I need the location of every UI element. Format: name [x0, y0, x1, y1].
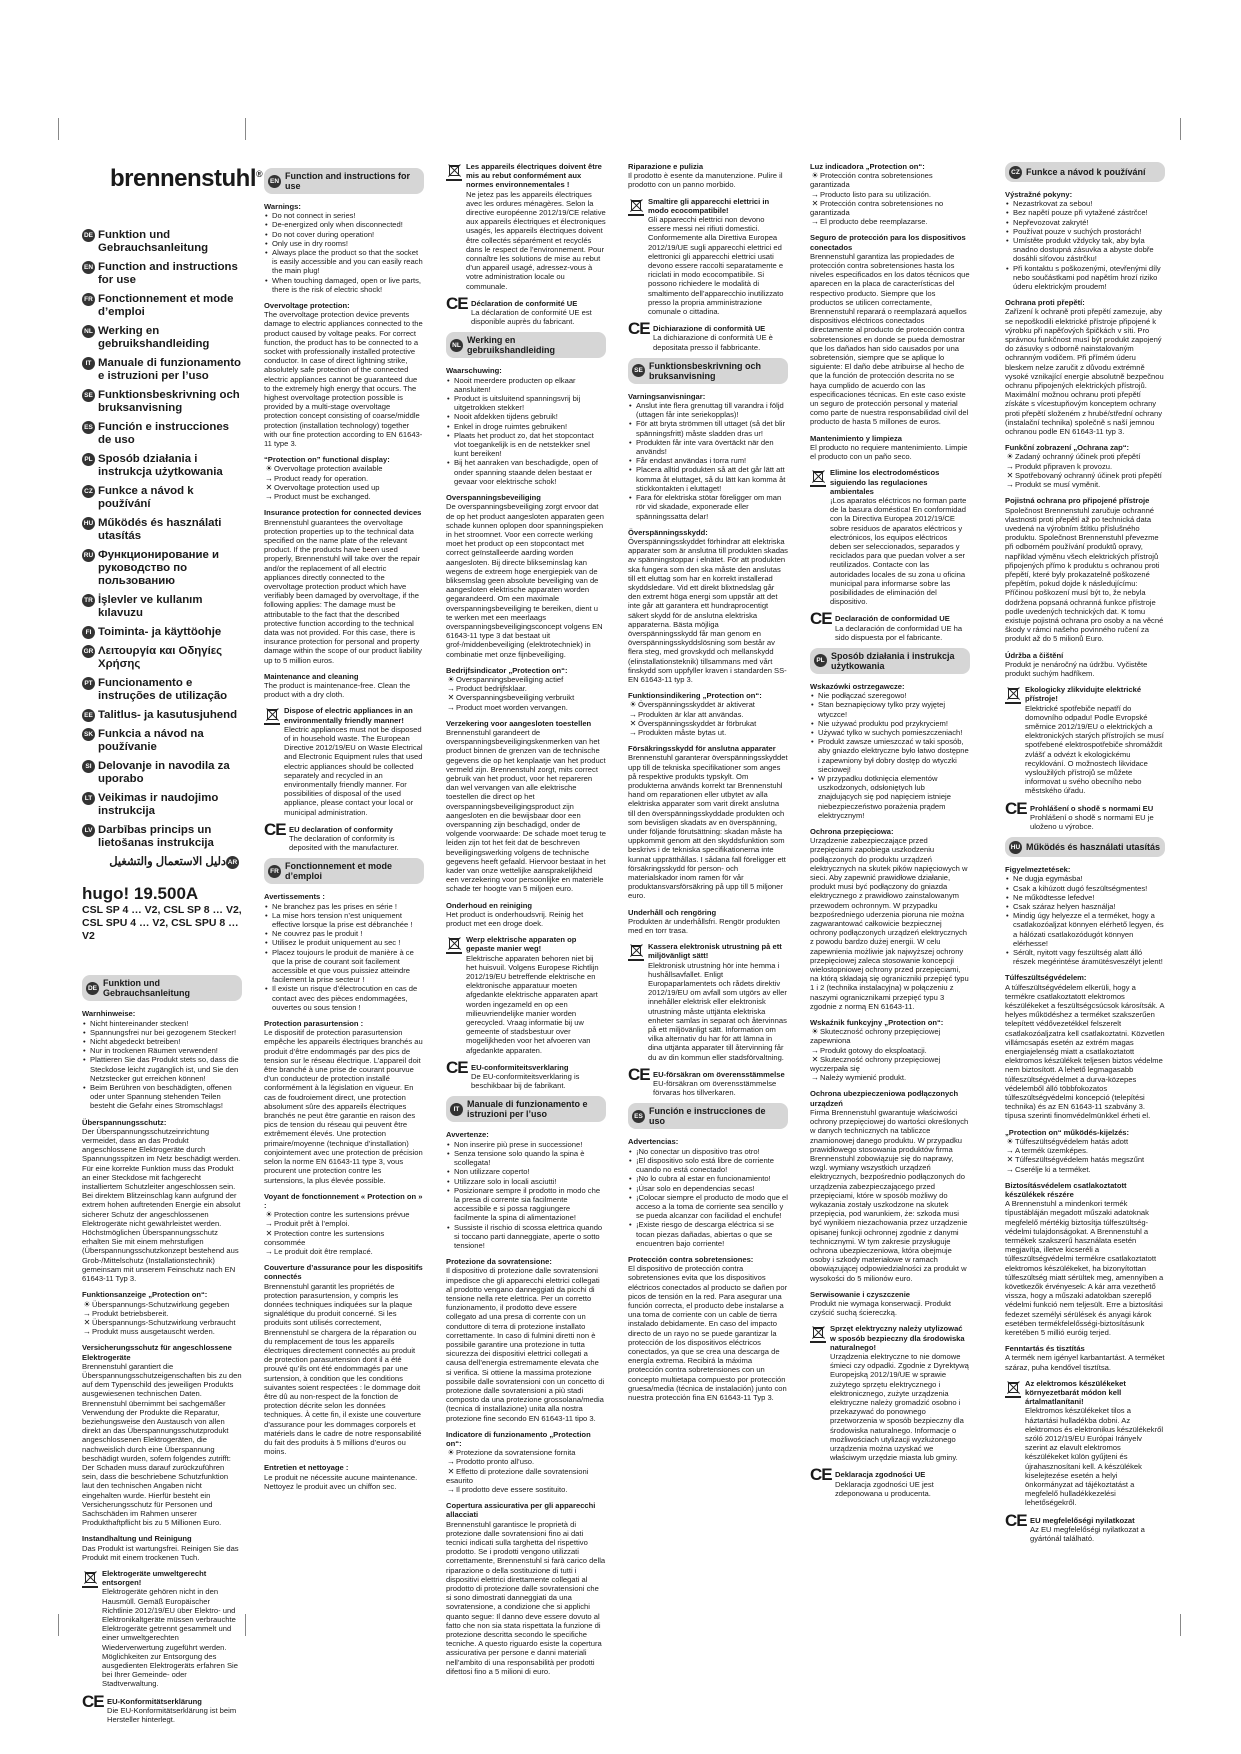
- insurance-text: Brennenstuhl garantiert die Überspannungsschutzeigenschaften bis zu den auf dem Typenschild des jeweiligen Produkts ausgewiesenen technischen Daten. Brennenstuhl übernimmt bei sachgemäßer Verwendung der Produkte die Reparatur, beziehungsweise den Austausch von allen direkt an das Überspannungsschutzprodukt angeschlossenen Elektrogeräten, die nachweislich durch eine Überspannung beschädigt wurden, sofern folgendes zutrifft: Der Schaden muss darauf zurückzuführen sein, dass die beschriebene Schutzfunktion laut den technischen Angaben nicht eingehalten wurde. Hierfür besteht ein Versicherungsschutz für Personen und Sachschäden im Rahmen unserer Produkthaftpflicht bis zu 5 Millionen Euro.: [82, 1361, 242, 1528]
- warnings-list: • Ne dugja egymásba! • Csak a kihúzott dugó feszültségmentes! • Ne működtesse lefedve! • Csak száraz helyen használja! • Mindig úgy helyezze el a terméket, hogy a csatlakozóaljzat könnyen elérhető legyen, és a hálózati csatlakozódugót könnyen elérhesse! • Sérült, nyitott vagy feszültség alatt álló részek megérintése áramütésveszélyt jelent!: [1005, 874, 1165, 966]
- display-title: Bedrijfsindicator „Protection on“:: [446, 665, 568, 675]
- maintenance-title: Mantenimiento y limpieza: [810, 433, 902, 443]
- crossed-bin-icon: [264, 706, 280, 724]
- display-on: ☀Protection contre les surtensions prévue: [265, 1210, 410, 1220]
- overvoltage-title: Túlfeszültségvédelem:: [1005, 973, 1087, 983]
- crop-mark: [1180, 118, 1181, 140]
- section-heading-de: DE Funktion und Gebrauchsanleitung: [82, 975, 242, 1001]
- display-on-result: →Produkt betriebsbereit.: [83, 1308, 169, 1318]
- warnings-list: • Non inserire più prese in successione! • Senza tensione solo quando la spina è scollegata! • Non utilizzare coperto! • Utilizzare solo in locali asciutti! • Posizionare sempre il prodotto in modo che la presa di corrente sia facilmente accessibile e si possa raggiungere facilmente la spina di alimentazione! • Sussiste il rischio di scossa elettrica quando si toccano parti danneggiate, aperte o sotto tensione!: [446, 1140, 606, 1250]
- arrow-right-icon: →: [265, 1219, 273, 1229]
- display-on: ☀Protección contra sobretensiones garantizada: [810, 171, 933, 190]
- ce-block: CE Declaración de conformidad UE La declaración de conformidad UE ha sido dispuesta por el fabricante.: [810, 609, 963, 642]
- warnings-title: Wskazówki ostrzegawcze:: [810, 681, 905, 691]
- maintenance-title: Maintenance and cleaning: [264, 671, 359, 681]
- maintenance-text: Het product is onderhoudsvrij. Reinig het product met een droge doek.: [446, 909, 584, 929]
- display-off-result: →Product must be exchanged.: [265, 492, 371, 502]
- weee-block: Ekologicky zlikvidujte elektrické přístroje! Elektrické spotřebiče nepatří do domovního odpadu! Podle Evropské směrnice 2012/19/EU o elektrických a elektronických starých přístrojích se musí spotřebené elektrospotřebiče shromáždit zvlášť a odvézt k ekologickému recyklování. O možnostech likvidace vysloužilých přístrojů se můžete informovat u svého obecního nebo městského úřadu.: [1005, 685, 1165, 795]
- arrow-right-icon: →: [1006, 1146, 1014, 1156]
- arrow-right-icon: →: [811, 217, 819, 227]
- arrow-right-icon: →: [83, 1327, 91, 1337]
- arrow-right-icon: →: [447, 1485, 455, 1494]
- maintenance-title: Instandhaltung und Reinigung: [82, 1534, 192, 1544]
- crop-mark: [245, 118, 246, 140]
- maintenance-title: Onderhoud en reiniging: [446, 900, 533, 910]
- ce-mark-icon: CE: [82, 1691, 104, 1711]
- lang-item-hu: HU Működés és használati utasítás: [83, 517, 222, 543]
- led-off-icon: ✕: [447, 1466, 455, 1476]
- led-off-icon: ✕: [265, 482, 273, 492]
- ce-mark-icon: CE: [446, 293, 468, 313]
- ce-mark-icon: CE: [628, 319, 650, 339]
- ce-mark-icon: CE: [628, 1064, 650, 1084]
- overvoltage-title: Ochrona przepięciowa:: [810, 827, 894, 836]
- arrow-right-icon: →: [265, 473, 273, 483]
- display-off-result: →Produkt muss ausgetauscht werden.: [83, 1327, 215, 1337]
- maintenance-text: El producto no requiere mantenimiento. Limpie el producto con un paño seco.: [810, 442, 968, 462]
- warnings-list: • Anslut inte flera grenuttag till varandra i följd (uttagen får inte seriekopplas)! • För att bryta strömmen till uttaget (så det blir spänningsfritt) måste sladden dras ur! • Produkten får inte vara övertäckt när den används! • Får endast användas i torra rum! • Placera alltid produkten så att det går lätt att komma åt eluttaget, så du lätt kan komma åt stickkontakten i eluttaget! • Fara för elektriska stötar föreligger om man rör vid skadade, exponerade eller spänningssatta delar!: [628, 401, 788, 521]
- overvoltage-text: Överspänningsskyddet förhindrar att elektriska apparater som är anslutna till produkten skadas av spänningstoppar i elnätet. För att produkten ska fungera som den ska måste den anslutas till ett eluttag som har en korrekt installerad skyddsledare. Vid ett direkt blixtnedslag går den extremt höga energi som uppstår att det inte går att garantera ett hundraprocentigt säkert skydd för de anslutna elektriska apparaterna. Bästa möjliga överspänningsskydd får man genom en överspänningsskyddslösning som består av flera steg, med grovskydd och mellanskydd (elinstallationsteknik) tillsammans med vårt finskydd som uppfyller kraven i standarden SS-EN 61643-11 typ 3.: [628, 536, 788, 684]
- insurance-title: Seguro de protección para los dispositivos conectados: [810, 233, 966, 252]
- led-on-icon: ☀: [1006, 1136, 1014, 1146]
- display-off: ✕ Effetto di protezione dalle sovratensioni esaurito: [446, 1466, 589, 1485]
- insurance-title: Versicherungsschutz für angeschlossene Elektrogeräte: [82, 1343, 232, 1362]
- overvoltage-title: Ochrana proti přepětí:: [1005, 298, 1085, 308]
- lang-item-gr: GR Λειτουργία και Οδηγίες Χρήσης: [83, 645, 223, 671]
- weee-block: Kassera elektronisk utrustning på ett miljövänligt sätt! Elektronisk utrustning hör inte hemma i hushållsavfallet. Enligt Europaparlamentets och rådets direktiv 2012/19/EU om avfall som utgörs av eller innehåller elektrisk eller elektronisk utrustning måste uttjänta elektriska enheter samlas in separat och återvinnas på ett miljövänligt sätt. Information om vilka alternativ du har för att lämna in dina uttjänta apparater till återvinning får du av din kommun eller stadsförvaltning.: [628, 942, 788, 1062]
- insurance-text: Brennenstuhl garandeert de overspanningsbeveiligingskenmerken van het product binnen de grenzen van de technische gegevens die op het kenplaatje van het product vermeld zijn. Brennenstuhl zorgt, mits correct gebruik van het product, voor het repareren dan wel vervangen van alle elektrische toestellen die direct op het overspanningsbeveiligingsproduct zijn aangesloten en die bewijsbaar door een overspanning zijn beschadigd, onder de volgende voorwaarde: De schade moet terug te leiden zijn tot het feit dat de beschreven beveiligingswerking volgens de technische gegevens heeft gefaald. Hiervoor bestaat in het kader van onze wettelijke aansprakelijkheid een verzekering voor persoonlijke en materiële schade ter hoogte van 5 miljoen euro.: [446, 727, 606, 894]
- maintenance-title: Riparazione e pulizia: [628, 162, 704, 171]
- ce-mark-icon: CE: [446, 1057, 468, 1077]
- insurance-title: Biztosításvédelem csatlakoztatott készülékek részére: [1005, 1180, 1127, 1199]
- ce-mark-icon: CE: [1005, 798, 1027, 818]
- display-off: ✕ Överspänningsskyddet är förbrukat: [629, 718, 757, 728]
- display-off-result: →Produkt se musí vyměnit.: [1006, 480, 1101, 490]
- display-off: ✕ Skuteczność ochrony przepięciowej wyczerpała się: [810, 1054, 941, 1074]
- ce-block: CE Prohlášení o shodě s normami EU Prohlášení o shodě s normami EU je uloženo u výrobce.: [1005, 798, 1154, 831]
- led-on-icon: ☀: [629, 700, 637, 710]
- display-title: Indicatore di funzionamento „Protection on“:: [446, 1429, 591, 1448]
- section-heading-nl: NL Werking en gebruikshandleiding: [446, 332, 606, 358]
- section-heading-se: SE Funktionsbeskrivning och bruksanvisning: [628, 358, 788, 384]
- arrow-right-icon: →: [447, 684, 455, 694]
- warnings-title: Warnings:: [264, 202, 301, 211]
- lang-item-lv: LV Darbības princips un lietošanas instrukcija: [82, 824, 242, 850]
- arrow-right-icon: →: [1006, 480, 1014, 490]
- arrow-right-icon: →: [265, 1246, 273, 1256]
- weee-block: Az elektromos készülékeket környezetbarát módon kell ártalmatlanítani! Elektromos készülékeket tilos a háztartási hulladékba dobni. Az elektromos és elektronikus készülékekről szóló 2012/19/EU Európai Irányelv szerint az elavult elektromos készülékeket külön gyűjteni és újrahasznosítani kell. A készülékek kiselejtezése esetén a helyi önkormányzat ad tájékoztatást a megfelelő hulladékkezelési lehetőségekről.: [1005, 1379, 1165, 1508]
- insurance-title: Pojistná ochrana pro připojené přístroje: [1005, 496, 1150, 506]
- led-off-icon: ✕: [1006, 1155, 1014, 1165]
- crop-mark: [58, 118, 59, 140]
- display-off-result: →Product moet worden vervangen.: [447, 702, 568, 712]
- arrow-right-icon: →: [1006, 1164, 1014, 1174]
- arrow-right-icon: →: [447, 702, 455, 712]
- lang-item-de: DE Funktion und Gebrauchsanleitung: [83, 229, 209, 255]
- maintenance-text: Le produit ne nécessite aucune maintenance. Nettoyez le produit avec un chiffon sec.: [264, 1472, 418, 1491]
- display-on-result: →Produkt gotowy do eksploatacji.: [811, 1045, 927, 1055]
- weee-block: Dispose of electric appliances in an environmentally friendly manner! Electric appliances must not be disposed of in household waste. The European Directive 2012/19/EU on Waste Electrical and Electronic Equipment rules that used electric appliances should be collected separately and recycled in an environmentally friendly manner. For possibilities of disposal of the used appliance, please contact your local or municipal administration.: [264, 706, 424, 816]
- display-on: ☀Zadaný ochranný účinek proti přepětí: [1006, 452, 1141, 462]
- led-off-icon: ✕: [447, 693, 455, 703]
- arrow-right-icon: →: [629, 709, 637, 719]
- display-on: ☀Túlfeszültségvédelem hatás adott: [1006, 1136, 1129, 1146]
- lang-item-es: ES Función e instrucciones de uso: [82, 421, 242, 447]
- warnings-title: Avertissements :: [264, 892, 325, 902]
- led-on-icon: ☀: [811, 1027, 819, 1037]
- overvoltage-text: Urządzenie zabezpieczające przed przepięciami zapobiega uszkodzeniu podłączonych do produktu urządzeń elektrycznych na skutek pików napięciowych w sieci. Aby zapewnić prawidłowe działanie, produkt musi być podłączony do gniazda elektrycznego z prawidłowo zainstalowanym przewodem ochronnym. W przypadku bezpośredniego uderzenia pioruna nie można zagwarantować całkowicie bezpiecznej ochrony podłączonych urządzeń elektrycznych z powodu bardzo dużej energii. W celu zapewnienia możliwie jak najwyższej ochrony przepięciowej zaleca stosowanie koncepcji wielostopniowej ochrony przed przepięciami, na którą składają się ograniczniki przepięć typu 1 i 2 (technika instalacyjna) w połączeniu z naszymi ogranicznikami przepięć typu 3 zgodnie z normą EN 61643-11.: [810, 836, 969, 1011]
- display-off: ✕ Protection contre les surtensions consommée: [264, 1228, 385, 1247]
- weee-block: Elektrogeräte umweltgerecht entsorgen! Elektrogeräte gehören nicht in den Hausmüll. Gemäß Europäischer Richtlinie 2012/19/EU über Elektro- und Elektronikaltgeräte müssen verbrauchte Elektrogeräte getrennt gesammelt und einer umweltgerechten Wiederverwertung zugeführt werden. Möglichkeiten zur Entsorgung des ausgedienten Elektrogeräts erfahren Sie bei Ihrer Gemeinde- oder Stadtverwaltung.: [82, 1569, 242, 1689]
- maintenance-text: A termék nem igényel karbantartást. A terméket száraz, puha kendővel tisztítsa.: [1005, 1353, 1165, 1372]
- ce-mark-icon: CE: [1005, 1510, 1027, 1530]
- led-on-icon: ☀: [83, 1299, 91, 1309]
- overvoltage-text: El dispositivo de protección contra sobretensiones evita que los dispositivos eléctricos conectados al producto se dañen por picos de tensión en la red. Para asegurar una función correcta, el producto debe instalarse a una toma de corriente con un cable de tierra instalado debidamente. En caso del impacto directo de un rayo no se puede garantizar la protección de los dispositivos eléctricos conectados, ya que se crea una descarga de energía extrema. Recibirá la máxima protección contra sobretensiones con un concepto multietapa compuesto por protección gruesa/media (técnica de instalación) junto con nuestra protección fina EN 61643-11 Typ 3.: [628, 1264, 788, 1402]
- section-heading-en: EN Function and instructions for use: [264, 168, 424, 194]
- ce-block: CE EU-Konformitätserklärung Die EU-Konformitätserklärung ist beim Hersteller hinterlegt.: [82, 1691, 237, 1725]
- column-2: [264, 162, 424, 1491]
- warnings-list: • Nicht hintereinander stecken! • Spannungsfrei nur bei gezogenem Stecker! • Nicht abgedeckt betreiben! • Nur in trockenen Räumen verwenden! • Plattieren Sie das Produkt stets so, dass die Steckdose leicht zugänglich ist, und Sie den Netzstecker gut erreichen können! • Beim Berühren von beschädigten, offenen oder unter Spannung stehenden Teilen besteht die Gefahr eines Stromschlags!: [82, 1019, 242, 1111]
- led-on-icon: ☀: [447, 674, 455, 684]
- lang-item-sk: SK Funkcia a návod na používanie: [83, 728, 204, 754]
- column-6: [1005, 162, 1165, 1543]
- warnings-title: Výstražné pokyny:: [1005, 190, 1073, 199]
- overvoltage-text: Der Überspannungsschutzeinrichtung vermeidet, dass an das Produkt angeschlossene Elektrogeräte durch Spannungsspitzen im Netz beschädigt werden. Für eine korrekte Funktion muss das Produkt an einer Steckdose mit fachgerecht installiertem Schutzleiter angeschlossen sein. Bei direktem Blitzeinschlag kann aufgrund der extrem hohen auftretenden Energie ein absolut sicherer Schutz der angeschlossenen Elektrogeräte nicht gewährleistet werden. Höchstmöglichen Überspannungsschutz erhalten Sie mit einem mehrstufigen (Überspannungsschutzkonzept bestehend aus Grob-/Mittelschutz (Installationstechnik) gemeinsam mit unserem Feinschutz nach EN 61643-11 Typ 3.: [82, 1126, 241, 1284]
- ce-block: CE EU-försäkran om överensstämmelse EU-försäkran om överensstämmelse förvaras hos tillverkaren.: [628, 1064, 785, 1098]
- maintenance-text: Produkten är underhållsfri. Rengör produkten med en torr trasa.: [628, 916, 780, 936]
- display-off-result: →Le produit doit être remplacé.: [265, 1246, 373, 1256]
- lang-item-pl: PL Sposób działania i instrukcja użytkowania: [82, 453, 242, 479]
- lang-item-en: EN Function and instructions for use: [83, 261, 238, 287]
- insurance-title: Verzekering voor aangesloten toestellen: [446, 718, 592, 728]
- display-off: ✕ Overvoltage protection used up: [265, 482, 380, 492]
- insurance-title: Couverture d’assurance pour les dispositifs connectés: [264, 1263, 423, 1282]
- overvoltage-text: A túlfeszültségvédelem elkerüli, hogy a termékre csatlakoztatott elektromos készülékeket a feszültségcsúcsok károsítsák. A helyes működéshez a terméket szakszerűen telepített védővezetékkel felszerelt csatlakozóaljzatra kell csatlakoztatni. Közvetlen villámcsapás esetén az extrém magas energiajelenség miatt a csatlakoztatott elektromos készülékek teljesen biztos védelme nem biztosított. A lehető legmagasabb túlfeszültségvédelmet a durva-közepes védelemből álló többfokozatos túlfeszültségvédelmi koncepció (telepítési technika) és az EN 61643-11 szabvány 3. típusa szerinti finomvédelmünkkel érheti el.: [1005, 982, 1165, 1121]
- ce-block: CE EU megfelelőségi nyilatkozat Az EU megfelelőségi nyilatkozat a gyártónál található.: [1005, 1510, 1145, 1544]
- maintenance-text: The product is maintenance-free. Clean the product with a dry cloth.: [264, 680, 411, 700]
- weee-block: Sprzęt elektryczny należy utylizować w sposób bezpieczny dla środowiska naturalnego! Urządzenia elektryczne to nie domowe śmieci czy odpadki. Zgodnie z Dyrektywą Europejską 2012/19/UE w sprawie zużytego sprzętu elektrycznego i elektronicznego, zużyte urządzenia elektryczne należy gromadzić osobno i przekazywać do ponownego przetworzenia w sposób bezpieczny dla środowiska naturalnego. Informacje o możliwościach utylizacji wyzłużonego urządzenia można uzyskać we właściwym urzędzie miasta lub gminy.: [810, 1324, 970, 1462]
- overvoltage-text: The overvoltage protection device prevents damage to electric appliances connected to the product caused by voltage peaks. For correct function, the product has to be connected to a socket with professionally installed protective conductor. In case of direct lightning strike, absolutely safe protection of the connected electric appliances cannot be guaranteed due to the extremely high energy that occurs. The highest overvoltage protection possible is provided by a multi-stage overvoltage protection concept consisting of coarse/middle protection (installation technology) together with our fine protection according to EN 61643-11 type 3.: [264, 310, 423, 449]
- insurance-title: Ochrona ubezpieczeniowa podłączonych urządzeń: [810, 1089, 959, 1108]
- display-on: ☀Protezione da sovratensione fornita: [447, 1448, 576, 1458]
- led-on-icon: ☀: [447, 1448, 455, 1458]
- arrow-right-icon: →: [447, 1457, 455, 1467]
- display-off-result: →Il prodotto deve essere sostituito.: [447, 1485, 568, 1494]
- overvoltage-text: Le dispositif de protection parasurtension empêche les appareils électriques branchés au produit d’être endommagés par des pics de tension sur le réseau électrique. L’appareil doit être branché à une prise de courant pourvue d’un conducteur de protection installé conformément à la législation en vigueur. En cas de foudroiement direct, une protection absolument sûre des appareils électriques branchés ne peut être garantie en raison des pics de tension du réseau qui peuvent être extrêmement élevés. Une protection primaire/moyenne (technique d’installation) conjointement avec une protection de précision selon la norme EN 61643-11 type 3, vous procurent une protection contre les surtensions, la plus élevée possible.: [264, 1028, 423, 1185]
- lang-item-ru: RU Функционирование и руководство по пользованию: [83, 549, 219, 588]
- insurance-text: A Brennenstuhl a mindenkori termék típustábláján megadott műszaki adatoknak megfelelő mértékig biztosítja túlfeszültség-védelmi tulajdonságokat. A Brennenstuhl a termékek szakszerű használata esetén megjavítja, illetve kicseréli a túlfeszültségvédelmi termékre csatlakoztatott elektromos készülékeket, ha bizonyítottan túlfeszültség miatt sérültek meg, amennyiben a következők érvényesek: A kár arra vezethető vissza, hogy a műszaki adatokban szereplő védelmi funkció nem teljesült. Erre a biztosítási fedezet személyi sérülések és anyagi károk esetében termékfelelősségi-biztosításunk keretében 5 millió euróig terjed.: [1005, 1199, 1164, 1337]
- maintenance-title: Serwisowanie i czyszczenie: [810, 1289, 911, 1299]
- model-variants: CSL SP 4 … V2, CSL SP 8 … V2, CSL SPU 4 … V2, CSL SPU 8 … V2: [82, 904, 242, 943]
- insurance-text: Brennenstuhl guarantees the overvoltage protection properties up to the technical data specified on the name plate of the relevant product. If the products have been used properly, Brennenstuhl will take over the repair and/or the replacement of all electric appliances directly connected to the overvoltage protection product which have verifiably been damaged by overvoltage, if the following applies: The damage must be attributable to the fact that the described protective function according to the technical data was not provided. For this case, there is insurance protection for personal and property damage within the scope of our product liability up to 5 million euros.: [264, 517, 422, 665]
- display-on-result: →Prodotto pronto all’uso.: [447, 1457, 535, 1467]
- maintenance-title: Underhåll och rengöring: [628, 907, 717, 917]
- display-off: ✕ Túlfeszültségvédelem hatás megszűnt: [1006, 1155, 1145, 1165]
- ce-block: CE Dichiarazione di conformità UE La dichiarazione di conformità UE è depositata presso il fabbricante.: [628, 319, 773, 352]
- overvoltage-title: Protection parasurtension :: [264, 1019, 364, 1029]
- ce-block: CE EU-conformiteitsverklaring De EU-conformiteitsverklaring is beschikbaar bij de fabrikant.: [446, 1057, 580, 1091]
- display-off-result: →Produkten måste bytas ut.: [629, 727, 727, 737]
- display-on: ☀Überspannungs-Schutzwirkung gegeben: [83, 1299, 230, 1309]
- weee-block: Les appareils électriques doivent être mis au rebut conformément aux normes environnementales ! Ne jetez pas les appareils électriques avec les ordures ménagères. Selon la directive européenne 2012/19/CE relative aux appareils électriques et électroniques usagés, les appareils électriques doivent être collectés séparément et recyclés dans le respect de l’environnement. Pour connaître les solutions de mise au rebut d’un appareil usagé, adressez-vous à votre administration locale ou communale.: [446, 162, 606, 291]
- brand-logo: brennenstuhl®: [110, 165, 263, 192]
- model-name: hugo! 19.500A: [82, 884, 199, 904]
- ce-block: CE Deklaracja zgodności UE Deklaracja zgodności UE jest zdeponowana u producenta.: [810, 1465, 934, 1498]
- display-on-result: →Produkten är klar att användas.: [629, 709, 744, 719]
- ce-mark-icon: CE: [810, 609, 832, 629]
- display-title: „Protection on“ működés-kijelzés:: [1005, 1127, 1130, 1137]
- overvoltage-text: De overspanningsbeveiliging zorgt ervoor dat de op het product aangesloten apparaten geen schade kunnen oplopen door spanningspieken in het stroomnet. Voor een correcte werking moet het product op een stopcontact met correct geïnstalleerde aarding worden aangesloten. Bij directe blikseminslag kan wegens de extreem hoge energiepiek van de bliksemslag geen absolute beveiliging van de aangesloten elektrische apparaten worden gegarandeerd. Om een maximale overspanningsbeveiliging te bereiken, dient u te werken met een meerlaags overspanningsbeveiligingsconcept volgens EN 61643-11 type 3 dat bestaat uit grof-/middenbeveiliging (elektrotechniek) in combinatie met onze fijnbeveiliging.: [446, 502, 604, 659]
- section-heading-hu: HU Működés és használati utasítás: [1005, 837, 1165, 857]
- overvoltage-title: Protección contra sobretensiones:: [628, 1254, 754, 1264]
- display-on-result: →Produkt připraven k provozu.: [1006, 461, 1113, 471]
- section-heading-pl: PL Sposób działania i instrukcja użytkowania: [810, 648, 970, 674]
- display-on: ☀Skuteczność ochrony przepięciowej zapewniona: [810, 1027, 941, 1046]
- insurance-text: Firma Brennenstuhl gwarantuje właściwości ochrony przepięciowej do wartości określonych w danych technicznych na tabliczce znamionowej danego produktu. W przypadku prawidłowego stosowania produktów firma Brennenstuhl zobowiązuje się do naprawy, wzgl. wymiany wszystkich urządzeń elektrycznych, bezpośrednio podłączonych do urządzenia zabezpieczającego przed przepięciami, które w sposób możliwy do wykazania zostały uszkodzone na skutek przepięcia, pod warunkiem, że: szkoda musi być wynikiem niezachowania przez urządzenie opisanej funkcji ochronnej zgodnie z danymi technicznymi. W tym zakresie przysługuje ochrona ubezpieczeniowa, która obejmuje osoby i szkody materiałowe w ramach obowiązującej odpowiedzialności za produkt w wysokości do 5 milionów euro.: [810, 1107, 969, 1283]
- warnings-title: Figyelmeztetések:: [1005, 865, 1071, 875]
- overvoltage-title: Überspannungsschutz:: [82, 1117, 167, 1127]
- display-on-result: →Product bedrijfsklaar.: [447, 684, 527, 694]
- crop-mark: [245, 1614, 246, 1636]
- overvoltage-title: Overvoltage protection:: [264, 301, 350, 311]
- crossed-bin-icon: [628, 942, 644, 960]
- ce-block: CE EU declaration of conformity The declaration of conformity is deposited with the manufacturer.: [264, 819, 399, 853]
- overvoltage-title: Protezione da sovratensione:: [446, 1257, 552, 1267]
- overvoltage-text: Zařízení k ochraně proti přepětí zamezuje, aby se nepoškodili elektrické přístroje připojené k výrobku při napěťových špičkách v síti. Pro správnou funkčnost musí být produkt zapojený do zásuvky s odborně nainstalovaným ochranným vodičem. Při přímém úderu bleskem nelze zaručit z důvodu extrémně vysoké vznikající energie absolutně bezpečnou ochranu připojených elektrických přístrojů. Maximální možnou ochranu proti přepětí získáte s vícestupňovým konceptem ochrany proti přepětí složeném z hrubé/střední ochrany (instalační technika) společně s naší jemnou ochranou podle EN 61643-11 typ 3.: [1005, 307, 1164, 437]
- warnings-list: • Nezastrkovat za sebou! • Bez napětí pouze při vytažené zástrčce! • Nepřevozovat zakryté! • Používat pouze v suchých prostorách! • Umístěte produkt vždycky tak, aby byla snadno dostupná zásuvka a abyste dobře dosáhli síťovou zástrčku! • Při kontaktu s poškozenými, otevřenými díly nebo součástkami pod napětím hrozí riziko úderu elektrickým proudem!: [1005, 199, 1165, 291]
- display-off: ✕ Spotřebovaný ochranný účinek proti přepětí: [1006, 470, 1162, 480]
- ce-block: CE Déclaration de conformité UE La déclaration de conformité UE est disponible auprès du fabricant.: [446, 293, 592, 327]
- display-title: Voyant de fonctionnement « Protection on » :: [264, 1191, 423, 1210]
- led-off-icon: ✕: [265, 1228, 273, 1238]
- display-title: Funktionsanzeige „Protection on“:: [82, 1290, 208, 1300]
- crossed-bin-icon: [446, 162, 462, 180]
- arrow-right-icon: →: [265, 492, 273, 502]
- maintenance-title: Entretien et nettoyage :: [264, 1463, 349, 1473]
- display-off-result: →Należy wymienić produkt.: [811, 1073, 907, 1083]
- warnings-title: Advertencias:: [628, 1137, 679, 1147]
- lang-item-pt: PT Funcionamento e instruções de utilização: [82, 677, 242, 703]
- insurance-title: Copertura assicurativa per gli apparecchi allacciati: [446, 1501, 596, 1520]
- insurance-text: Společnost Brennenstuhl zaručuje ochranné vlastnosti proti přepětí až po technická data uvedená na výrobním štítku příslušného produktu. Společnost Brennenstuhl převezme při odborném používání produktů opravy, například výměnu všech elektrických přístrojů připojených přímo k produktu s ochranou proti přepětí, které byly prokazatelně poškozené přepětím, pokud dojde k následujícímu: Příčinou poškození musí být to, že nebyla dodržena popsaná ochranná funkce přístroje podle uvedených technických dat. K tomu existuje pojistná ochrana pro osoby a na věcné škody v rámci našeho povinného ručení za produkt až do 5 milionů Euro.: [1005, 505, 1164, 644]
- crossed-bin-icon: [1005, 685, 1021, 703]
- column-4: [628, 162, 788, 1402]
- maintenance-text: Produkt je nenáročný na údržbu. Vyčistěte produkt suchým hadříkem.: [1005, 659, 1148, 678]
- crossed-bin-icon: [628, 197, 644, 215]
- overvoltage-text: Il dispositivo di protezione dalle sovratensioni impedisce che gli apparecchi elettrici collegati al prodotto vengano danneggiati da picchi di tensione nella rete elettrica. Per un corretto funzionamento, il prodotto deve essere collegato ad una presa di corrente con un conduttore di terra di protezione installato correttamente. In caso di fulmini diretti non è possibile garantire una protezione in tutta sicurezza dei dispositivi elettrici collegati a causa dell’energia estremamente elevata che si verifica. Si ottiene la massima protezione possibile dalle sovratensioni con un concetto di protezione dalle sovratensioni a più stadi composto da una protezione grossolana/media (tecnica di installazione) unita alla nostra protezione fine secondo EN 61643-11 tipo 3.: [446, 1266, 605, 1423]
- warnings-list: • Nooit meerdere producten op elkaar aansluiten! • Product is uitsluitend spanningsvrij bij uitgetrokken stekker! • Nooit afdekken tijdens gebruik! • Enkel in droge ruimtes gebruiken! • Plaats het product zo, dat het stopcontact vlot toegankelijk is en de netstekker snel kunt bereiken! • Bij het aanraken van beschadigde, open of onder spanning staande delen bestaat er gevaar voor elektrische schok!: [446, 376, 606, 486]
- display-off-result: →El producto debe reemplazarse.: [811, 217, 928, 227]
- display-off-result: →Cserélje ki a terméket.: [1006, 1164, 1091, 1174]
- insurance-text: Brennenstuhl garantit les propriétés de protection parasurtension, y compris les données techniques indiquées sur la plaque signalétique du produit concerné. Si les produits sont utilisés correctement, Brennenstuhl se chargera de la réparation ou du remplacement de tous les appareils électriques directement connectés au produit de protection parasurtension dont il a été prouvé qu’ils ont été endommagés par une surtension, à condition que les conditions suivantes soient respectées : le dommage doit être dû au non-respect de la fonction de protection décrite selon les données techniques. À cette fin, il existe une couverture d’assurance pour les dommages corporels et matériels dans le cadre de notre responsabilité du fait des produits à 5 millions d’euros ou moins.: [264, 1281, 422, 1457]
- column-5: [810, 162, 970, 1498]
- display-off: ✕ Protección contra sobretensiones no garantizada: [810, 198, 944, 218]
- insurance-text: Brennenstuhl garantiza las propiedades de protección contra sobretensiones hasta los niveles especificados en los datos técnicos que aparecen en la placa de características del respectivo producto. Siempre que los productos se utilicen correctamente, Brennenstuhl reparará o reemplazará aquellos dispositivos eléctricos conectados directamente al producto de protección contra sobretensiones en donde se pueda demostrar que los dañados han sido causados por una sobretensión, siempre que se aplique lo siguiente: El daño debe atribuirse al hecho de que la función de protección descrita no se haya cumplido de acuerdo con las especificaciones técnicas. En este caso existe un seguro de protección personal y material como parte de nuestra responsabilidad civil del producto de hasta 5 millones de euros.: [810, 251, 970, 427]
- display-off: ✕ Overspanningsbeveiliging verbruikt: [447, 693, 575, 703]
- display-title: Luz indicadora „Protection on“:: [810, 162, 925, 171]
- crossed-bin-icon: [446, 935, 462, 953]
- display-title: Funktionsindikering „Protection on“:: [628, 691, 762, 701]
- arrow-right-icon: →: [83, 1308, 91, 1318]
- warnings-title: Avvertenze:: [446, 1130, 489, 1140]
- lang-item-fr: FR Fonctionnement et mode d’emploi: [82, 293, 242, 319]
- arrow-right-icon: →: [629, 727, 637, 737]
- ce-mark-icon: CE: [264, 819, 286, 839]
- led-on-icon: ☀: [811, 171, 819, 181]
- insurance-text: Brennenstuhl garanterar överspänningsskyddet upp till de tekniska specifikationer som anges på respektive produkts typskylt. Om produkterna används korrekt tar Brennenstuhl hand om reparationen eller utbytet av alla elektriska apparater som varit direkt anslutna till den överspänningsskyddade produkten och som bevisligen skadats av en överspänning, under följande förutsättning: skadan måste ha uppkommit genom att den skyddsfunktion som beskrivs i de tekniska specifikationerna inte kunnat upprätthållas. I sådana fall föreligger ett försäkringsskydd för person- och materialskador inom ramen för vår produktansvarsförsäkring på upp till 5 miljoner euro.: [628, 753, 788, 901]
- weee-block: Smaltire gli apparecchi elettrici in modo ecocompatibile! Gli apparecchi elettrici non devono essere messi nei rifiuti domestici. Conformemente alla Direttiva Europea 2012/19/UE sugli apparecchi elettrici ed elettronici gli apparecchi elettrici usati devono essere raccolti separatamente e riciclati in modo ecocompatibile. Si possono richiedere le modalità di smaltimento dell’apparecchio inutilizzato presso la propria amministrazione comunale o cittadina.: [628, 197, 788, 317]
- warnings-title: Warnhinweise:: [82, 1009, 136, 1019]
- overvoltage-title: Overspanningsbeveiliging: [446, 493, 541, 503]
- led-off-icon: ✕: [83, 1317, 91, 1327]
- warnings-title: Waarschuwing:: [446, 366, 502, 376]
- led-on-icon: ☀: [265, 1210, 273, 1220]
- maintenance-text: Produkt nie wymaga konserwacji. Produkt czyścić suchą ściereczką.: [810, 1298, 951, 1318]
- display-on-result: →Producto listo para su utilización.: [811, 189, 932, 199]
- language-list: [82, 229, 242, 869]
- display-on-result: →Produit prêt à l’emploi.: [265, 1219, 350, 1229]
- arrow-right-icon: →: [811, 1045, 819, 1055]
- led-on-icon: ☀: [265, 464, 273, 474]
- crossed-bin-icon: [82, 1569, 98, 1587]
- display-on: ☀Overspanningsbeveiliging actief: [447, 674, 564, 684]
- led-off-icon: ✕: [1006, 470, 1014, 480]
- lang-item-tr: TR İşlevler ve kullanım kılavuzu: [82, 594, 242, 620]
- lang-item-ee: EE Talitlus- ja kasutusjuhend: [82, 709, 242, 722]
- insurance-text: Brennenstuhl garantisce le proprietà di protezione dalle sovratensioni fino ai dati tecnici indicati sulla targhetta del rispettivo prodotto. Se i prodotti vengono utilizzati correttamente, Brennenstuhl si farà carico della riparazione o della sostituzione di tutti i dispositivi elettrici direttamente collegati al prodotto di protezione dalle sovratensioni che si sono dimostrati danneggiati da una sovratensione, a condizione che si applichi quanto segue: Il danno deve essere dovuto al fatto che non sia stata rispettata la funzione di protezione descritta secondo le specifiche tecniche. A questo riguardo esiste la copertura assicurativa per persone e danni materiali nell’ambito di una responsabilità per prodotti difettosi fino a 5 milioni di euro.: [446, 1519, 606, 1676]
- crossed-bin-icon: [810, 1324, 826, 1342]
- column-3: [446, 162, 606, 1676]
- display-on-result: →A termék üzemképes.: [1006, 1146, 1089, 1156]
- led-off-icon: ✕: [811, 198, 819, 208]
- led-off-icon: ✕: [629, 718, 637, 728]
- display-off: ✕ Überspannungs-Schutzwirkung verbraucht: [83, 1317, 236, 1327]
- section-heading-es: ES Función e instrucciones de uso: [628, 1103, 788, 1129]
- warnings-list: • Do not connect in series! • De-energized only when disconnected! • Do not cover during operation! • Only use in dry rooms! • Always place the product so that the socket is easily accessible and you can easily reach the main plug! • When touching damaged, open or live parts, there is the risk of electric shock!: [264, 211, 424, 294]
- section-heading-cz: CZ Funkce a návod k používání: [1005, 162, 1165, 182]
- crossed-bin-icon: [1005, 1379, 1021, 1397]
- weee-block: Werp elektrische apparaten op gepaste manier weg! Elektrische apparaten behoren niet bij het huisvuil. Volgens Europese Richtlijn 2012/19/EU betreffende elektrische en elektronische apparatuur moeten afgedankte elektrische apparaten apart worden ingezameld en op een milieuvriendelijke manier worden gerecycled. Vraag informatie bij uw gemeente of stadsbestuur over mogelijkheden voor het afvoeren van afgedankte apparaten.: [446, 935, 606, 1055]
- maintenance-text: Il prodotto è esente da manutenzione. Pulire il prodotto con un panno morbido.: [628, 171, 783, 190]
- section-heading-it: IT Manuale di funzionamento e istruzioni per l’uso: [446, 1096, 606, 1122]
- display-title: Funkční zobrazení „Ochrana zap“:: [1005, 443, 1130, 453]
- warnings-title: Varningsanvisningar:: [628, 391, 706, 401]
- warnings-list: • ¡No conectar un dispositivo tras otro! • ¡El dispositivo solo está libre de corriente cuando no está conectado! • ¡No lo cubra al estar en funcionamiento! • ¡Úsar solo en dependencias secas! • ¡Colocar siempre el producto de modo que el acceso a la toma de corriente sea sencillo y se pueda alcanzar con facilidad el enchufe! • ¡Existe riesgo de descarga eléctrica si se tocan piezas dañadas, abiertas o que se encuentren bajo corriente!: [628, 1147, 788, 1248]
- lang-item-cz: CZ Funkce a návod k používání: [82, 485, 242, 511]
- led-off-icon: ✕: [811, 1054, 819, 1064]
- section-heading-fr: FR Fonctionnement et mode d’emploi: [264, 858, 424, 884]
- insurance-title: Insurance protection for connected devices: [264, 508, 422, 518]
- display-title: Wskaźnik funkcyjny „Protection on“:: [810, 1018, 944, 1028]
- display-on: ☀Overvoltage protection available: [265, 464, 383, 474]
- lang-item-it: IT Manuale di funzionamento e istruzioni per l’uso: [82, 357, 242, 383]
- weee-block: Elimine los electrodomésticos siguiendo las regulaciones ambientales ¡Los aparatos eléctricos no forman parte de la basura doméstica! En conformidad con la Directiva Europea 2012/19/CE sobre residuos de aparatos eléctricos y electrónicos, los equipos eléctricos deben ser seleccionados, separados y reciclados para que puedan volver a ser reutilizados. Contacte con las autoridades locales de su zona u oficina municipal para informarse sobre las posibilidades de eliminación del dispositivo.: [810, 468, 970, 606]
- insurance-title: Försäkringsskydd för anslutna apparater: [628, 744, 776, 754]
- lang-item-ar: AR دليل الاستعمال والتشغيل: [109, 856, 238, 869]
- crop-mark: [58, 1614, 59, 1636]
- maintenance-title: Fenntartás és tisztítás: [1005, 1344, 1085, 1354]
- arrow-right-icon: →: [1006, 461, 1014, 471]
- column-1: [82, 150, 263, 1725]
- maintenance-text: Das Produkt ist wartungsfrei. Reinigen Sie das Produkt mit einem trockenen Tuch.: [82, 1543, 239, 1562]
- ce-mark-icon: CE: [810, 1465, 832, 1485]
- lang-item-lt: LT Veikimas ir naudojimo instrukcija: [82, 792, 242, 818]
- lang-item-fi: FI Toiminta- ja käyttöohje: [82, 626, 242, 639]
- led-on-icon: ☀: [1006, 452, 1014, 462]
- display-on-result: →Product ready for operation.: [265, 473, 369, 483]
- lang-item-se: SE Funktionsbeskrivning och bruksanvisning: [82, 389, 242, 415]
- crossed-bin-icon: [810, 468, 826, 486]
- warnings-list: • Ne branchez pas les prises en série ! • La mise hors tension n’est uniquement effective lorsque la prise est débranchée ! • Ne couvrez pas le produit ! • Utilisez le produit uniquement au sec ! • Placez toujours le produit de manière à ce que la prise de courant soit facilement accessible et que vous puissiez atteindre facilement la prise secteur ! • Il existe un risque d’électrocution en cas de contact avec des pièces endommagées, ouvertes ou sous tension !: [264, 902, 424, 1012]
- overvoltage-title: Överspänningsskydd:: [628, 527, 708, 537]
- maintenance-title: Údržba a čištění: [1005, 650, 1064, 660]
- arrow-right-icon: →: [811, 1073, 819, 1083]
- lang-item-nl: NL Werking en gebruikshandleiding: [82, 325, 242, 351]
- arrow-right-icon: →: [811, 189, 819, 199]
- display-title: “Protection on” functional display:: [264, 455, 390, 465]
- display-on: ☀Överspänningsskyddet är aktiverat: [629, 700, 755, 710]
- crop-mark: [1180, 1614, 1181, 1636]
- lang-item-si: SI Delovanje in navodila za uporabo: [82, 760, 242, 786]
- warnings-list: • Nie podłączać szeregowo! • Stan beznapięciowy tylko przy wyjętej wtyczce! • Nie używać produktu pod przykryciem! • Używać tylko w suchych pomieszczeniach! • Produkt zawsze umieszczać w taki sposób, aby gniazdo elektryczne było łatwo dostępne i zapewniony był dobry dostęp do wtyczki sieciowej! • W przypadku dotknięcia elementów uszkodzonych, odsłoniętych lub znajdujących się pod napięciem istnieje niebezpieczeństwo porażenia prądem elektrycznym!: [810, 691, 970, 820]
